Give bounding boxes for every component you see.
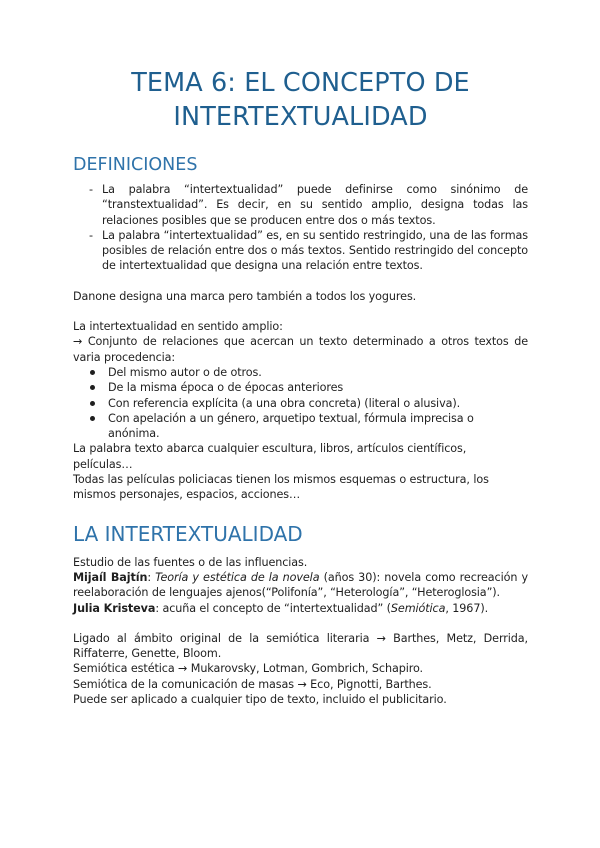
heading-intertextualidad: LA INTERTEXTUALIDAD [73, 521, 303, 546]
list-item: De la misma época o de épocas anteriores [73, 380, 528, 395]
list-item: Con apelación a un género, arquetipo textual, fórmula imprecisa o anónima. [73, 411, 528, 442]
bajtin-work: Teoría y estética de la novela [155, 570, 320, 584]
texto-abarca-paragraph: La palabra texto abarca cualquier escultura, libros, artículos científicos, películas… [73, 442, 467, 471]
title-line-2: INTERTEXTUALIDAD [173, 102, 428, 132]
ligado-paragraph: Ligado al ámbito original de la semiótica literaria → Barthes, Metz, Derrida, Riffaterre, Genette, Bloom. [73, 631, 528, 661]
estetica-paragraph: Semiótica estética → Mukarovsky, Lotman, Gombrich, Schapiro. [73, 662, 423, 676]
amplio-definition: → Conjunto de relaciones que acercan un texto determinado a otros textos de varia procedencia: [73, 335, 528, 364]
amplio-label: La intertextualidad en sentido amplio: [73, 320, 283, 334]
amplio-bullets [73, 365, 528, 441]
bajtin-paragraph: Mijaíl Bajtín: Teoría y estética de la novela (años 30): novela como recreación y reelaboración de lenguajes ajenos(“Polifonía”, “Heterología”, “Heteroglosia”). [73, 570, 528, 600]
masas-paragraph: Semiótica de la comunicación de masas → Eco, Pignotti, Barthes. [73, 677, 432, 691]
title-line-1: TEMA 6: EL CONCEPTO DE [131, 68, 470, 98]
publicitario-paragraph: Puede ser aplicado a cualquier tipo de texto, incluido el publicitario. [73, 693, 447, 707]
bajtin-name: Mijaíl Bajtín [73, 570, 148, 584]
list-item: Del mismo autor o de otros. [73, 365, 528, 380]
document-page [73, 66, 528, 707]
list-item: Con referencia explícita (a una obra concreta) (literal o alusiva). [73, 396, 528, 411]
policiacas-paragraph: Todas las películas policiacas tienen los mismos esquemas o estructura, los mismos personajes, espacios, acciones… [73, 473, 489, 502]
definitions-list [73, 182, 528, 274]
kristeva-paragraph: Julia Kristeva: acuña el concepto de “intertextualidad” (Semiótica, 1967). [73, 601, 489, 615]
page-title [73, 66, 528, 134]
kristeva-name: Julia Kristeva [73, 601, 156, 615]
danone-paragraph: Danone designa una marca pero también a todos los yogures. [73, 289, 417, 303]
list-item: - La palabra “intertextualidad” puede definirse como sinónimo de “transtextualidad”. Es decir, en su sentido amplio, designa todas las relaciones posibles que se producen entre dos o más textos. [89, 183, 528, 227]
heading-definiciones: DEFINICIONES [73, 155, 198, 175]
kristeva-work: Semiótica [390, 601, 446, 615]
list-item: - La palabra “intertextualidad” es, en su sentido restringido, una de las formas posibles de relación entre dos o más textos. Sentido restringido del concepto de intertextualidad que designa una relación entre textos. [89, 228, 528, 273]
estudio-paragraph: Estudio de las fuentes o de las influencias. [73, 555, 308, 569]
